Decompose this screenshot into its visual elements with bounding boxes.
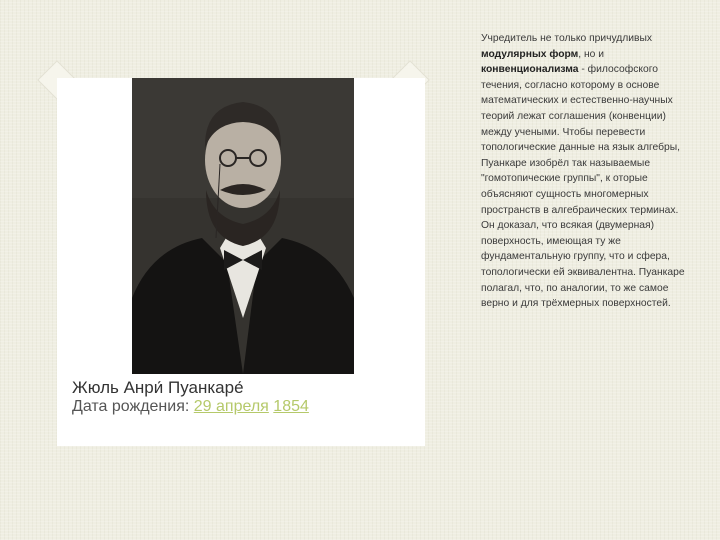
text-part-3: - философского течения, согласно которому в основе математических и естественно-научных теорий лежат соглашения (конвенции) между учеными. Чтобы перевести топологические данные на язык алгебры, Пуанкаре изобрёл так называемые "гомотопические группы", к оторые объясняют сущность многомерных пространств в алгебраических терминах. Он доказал, что всякая (двумерная) поверхность, имеющая ту же фундаментальную группу, что и сфера, топологически ей эквивалентна. Пуанкаре полагал, что, по аналогии, то же самое верно и для трёхмерных поверхностей. [481,64,685,310]
text-part-2: , но и [578,48,605,60]
birth-day-link[interactable]: 29 апреля [193,398,269,415]
birth-year-link[interactable]: 1854 [273,398,309,415]
person-name: Жюль Анри́ Пуанкаре́ [72,378,244,397]
term-modular-forms: модулярных форм [481,48,579,60]
birth-label: Дата рождения: [72,398,194,415]
term-conventionalism: конвенционализма [481,64,579,76]
text-part-1: Учредитель не только причудливых [481,33,653,44]
birth-date [72,398,309,416]
biography-text [481,31,691,312]
portrait-caption [72,378,309,416]
portrait-photo [132,78,354,374]
